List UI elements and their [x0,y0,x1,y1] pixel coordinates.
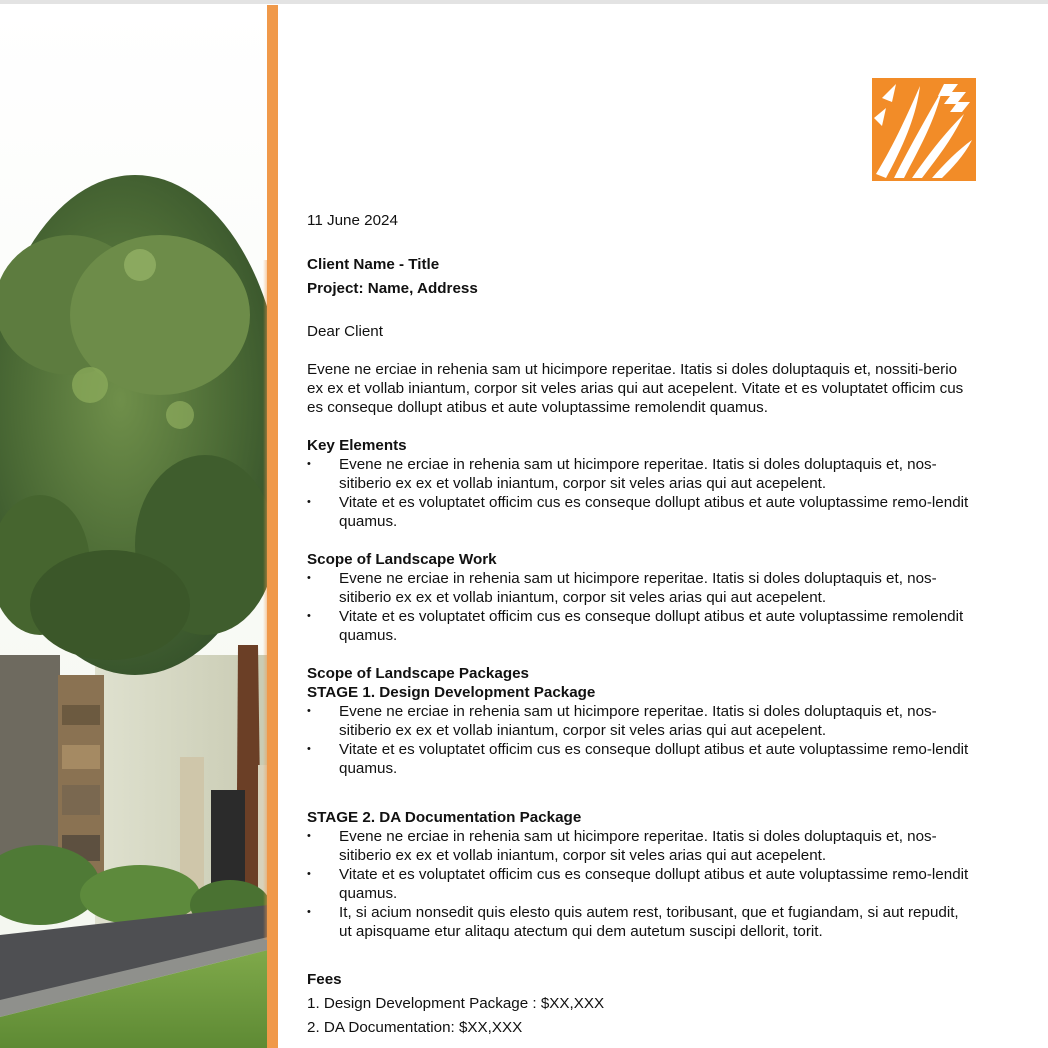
list-item: • Vitate et es voluptatet officim cus es conseque dollupt atibus et aute voluptassime remo-lendit quamus. [307,493,975,531]
accent-stripe-fade [263,260,269,940]
stage1-heading: STAGE 1. Design Development Package [307,684,596,701]
packages-section [307,664,975,778]
intro-paragraph: Evene ne erciae in rehenia sam ut hicimpore reperitae. Itatis si doles doluptaquis et, nossiti-berio ex ex et vollab iniantum, corpor sit veles arias qui aut acepelent. Vitate et es voluptatet officim cus es conseque dollupt atibus et aute voluptassime remolendit quamus. [307,361,964,416]
list-item: • Vitate et es voluptatet officim cus es conseque dollupt atibus et aute voluptassime remolendit quamus. [307,607,975,645]
list-item: • Vitate et es voluptatet officim cus es conseque dollupt atibus et aute voluptassime remo-lendit quamus. [307,865,975,903]
stage2-heading: STAGE 2. DA Documentation Package [307,809,582,826]
section-heading: Scope of Landscape Packages [307,665,529,682]
bullet-list [307,455,975,531]
bullet-list [307,569,975,645]
list-item: • Vitate et es voluptatet officim cus es conseque dollupt atibus et aute voluptassime remo-lendit quamus. [307,740,975,778]
letter-date: 11 June 2024 [307,212,398,229]
fees-heading: Fees [307,971,342,988]
bullet-list [307,702,975,778]
page-top-border [0,0,1048,4]
key-elements-section [307,436,975,531]
abstract-grass-logo-icon [872,78,976,181]
stage2-section [307,808,975,941]
salutation: Dear Client [307,323,383,340]
fee-line-da: 2. DA Documentation: $XX,XXX [307,1019,523,1036]
list-item: • Evene ne erciae in rehenia sam ut hicimpore reperitae. Itatis si doles doluptaquis et, nos-sitiberio ex ex et vollab iniantum, corpor sit veles arias qui aut acepelent. [307,702,975,740]
section-heading: Scope of Landscape Work [307,551,497,568]
fee-line-design: 1. Design Development Package : $XX,XXX [307,995,605,1012]
scope-work-section [307,550,975,645]
client-name-line: Client Name - Title [307,256,440,273]
list-item: • Evene ne erciae in rehenia sam ut hicimpore reperitae. Itatis si doles doluptaquis et, nos-sitiberio ex ex et vollab iniantum, corpor sit veles arias qui aut acepelent. [307,569,975,607]
section-heading: Key Elements [307,437,407,454]
list-item: • Evene ne erciae in rehenia sam ut hicimpore reperitae. Itatis si doles doluptaquis et, nos-sitiberio ex ex et vollab iniantum, corpor sit veles arias qui aut acepelent. [307,455,975,493]
list-item: • Evene ne erciae in rehenia sam ut hicimpore reperitae. Itatis si doles doluptaquis et, nos-sitiberio ex ex et vollab iniantum, corpor sit veles arias qui aut acepelent. [307,827,975,865]
garden-photo [0,5,268,1048]
list-item: • It, si acium nonsedit quis elesto quis autem rest, toribusant, que et fugiandam, si aut repudit, ut apisquame etur alitaqu atectum qui dem autetum suscipi dellorit, torit. [307,903,975,941]
bullet-list [307,827,975,941]
project-line: Project: Name, Address [307,280,478,297]
